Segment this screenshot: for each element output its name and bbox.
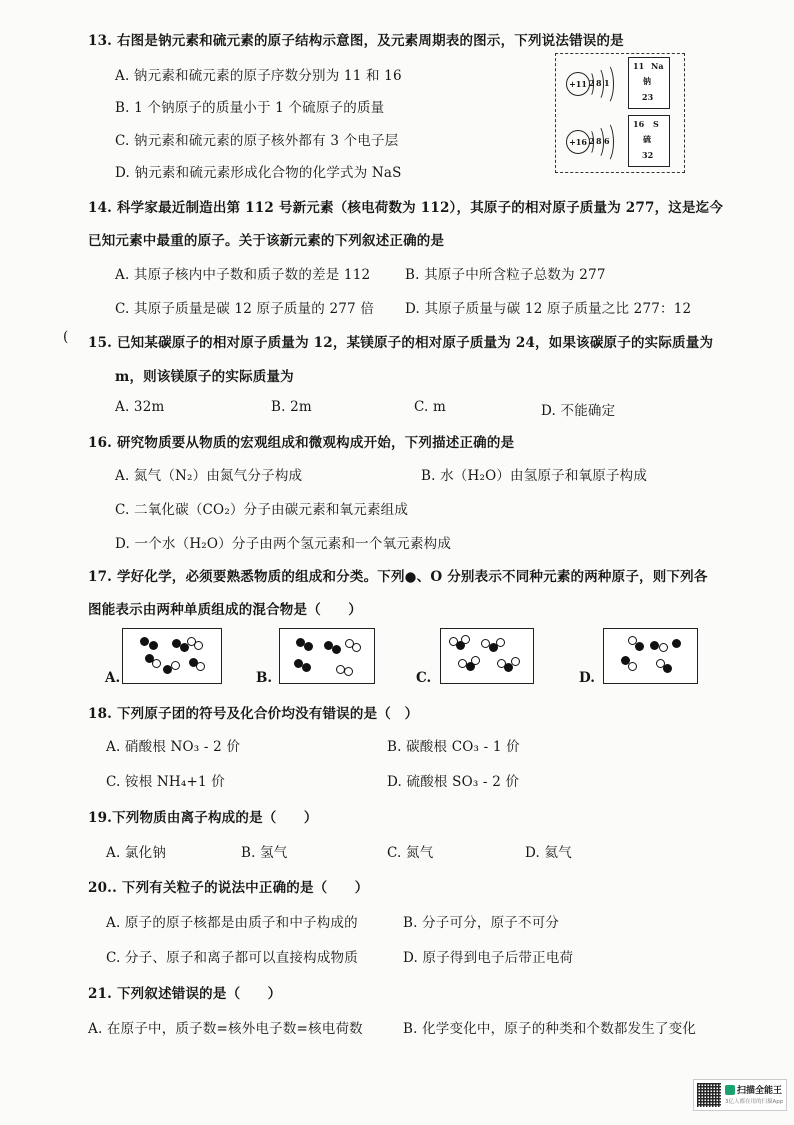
filled-atom-icon	[140, 637, 149, 646]
s-name: 硫	[643, 134, 651, 144]
q17-stem-line1: 17. 学好化学，必须要熟悉物质的组成和分类。下列●、O 分别表示不同种元素的两种原子，则下列各	[88, 569, 708, 585]
q16-option-c: C. 二氧化碳（CO₂）分子由碳元素和氧元素组成	[115, 502, 409, 518]
na-shell-count-1: 2	[589, 78, 595, 88]
s-symbol: S	[653, 119, 659, 129]
stamp-subtitle: 3亿人都在用的扫描App	[725, 1099, 784, 1105]
q14-option-a: A. 其原子核内中子数和质子数的差是 112	[115, 267, 371, 283]
q15-option-a: A. 32m	[115, 399, 165, 415]
q17-box-b	[279, 628, 375, 684]
filled-atom-icon	[650, 641, 659, 650]
filled-atom-icon	[332, 645, 341, 654]
q13-option-c: C. 钠元素和硫元素的原子核外都有 3 个电子层	[115, 133, 399, 149]
na-nucleus: +11	[566, 72, 590, 96]
q19-stem: 19.下列物质由离子构成的是（ ）	[88, 810, 318, 826]
q14-option-c: C. 其原子质量是碳 12 原子质量的 277 倍	[115, 301, 375, 317]
q17-label-c: C.	[416, 670, 432, 686]
filled-atom-icon	[149, 641, 158, 650]
na-element-card	[628, 57, 670, 109]
filled-atom-icon	[163, 665, 172, 674]
q17-label-b: B.	[256, 670, 273, 686]
filled-atom-icon	[635, 642, 644, 651]
q14-stem-line1: 14. 科学家最近制造出第 112 号新元素（核电荷数为 112），其原子的相对原子质量为 277，这是迄今	[88, 200, 724, 216]
q15-margin-mark: (	[63, 329, 69, 345]
s-nucleus: +16	[566, 130, 590, 154]
q15-stem-line1: 15. 已知某碳原子的相对原子质量为 12，某镁原子的相对原子质量为 24，如果该碳原子的实际质量为	[88, 335, 714, 351]
q18-stem: 18. 下列原子团的符号及化合价均没有错误的是（ ）	[88, 706, 419, 722]
hollow-atom-icon	[344, 667, 353, 676]
q21-option-a: A. 在原子中，质子数=核外电子数=核电荷数	[88, 1021, 363, 1037]
s-shell-count-3: 6	[604, 136, 610, 146]
hollow-atom-icon	[628, 662, 637, 671]
q15-option-c: C. m	[414, 399, 447, 415]
q17-box-a	[122, 628, 222, 684]
hollow-atom-icon	[196, 662, 205, 671]
q17-label-a: A.	[105, 670, 121, 686]
q18-option-d: D. 硫酸根 SO₃ - 2 价	[387, 774, 520, 790]
hollow-atom-icon	[194, 641, 203, 650]
stamp-title: 扫描全能王	[737, 1086, 783, 1096]
filled-atom-icon	[304, 642, 313, 651]
q20-option-a: A. 原子的原子核都是由质子和中子构成的	[106, 915, 358, 931]
hollow-atom-icon	[461, 635, 470, 644]
hollow-atom-icon	[511, 657, 520, 666]
na-atomic-number: 11	[633, 61, 645, 71]
hollow-atom-icon	[152, 659, 161, 668]
na-name: 钠	[643, 76, 651, 86]
q18-option-a: A. 硝酸根 NO₃ - 2 价	[106, 739, 241, 755]
na-symbol: Na	[651, 61, 664, 71]
q13-stem: 13. 右图是钠元素和硫元素的原子结构示意图，及元素周期表的图示，下列说法错误的是	[88, 33, 624, 49]
q20-option-c: C. 分子、原子和离子都可以直接构成物质	[106, 950, 358, 966]
filled-atom-icon	[663, 664, 672, 673]
hollow-atom-icon	[471, 656, 480, 665]
q18-option-c: C. 铵根 NH₄+1 价	[106, 774, 226, 790]
q14-option-d: D. 其原子质量与碳 12 原子质量之比 277：12	[405, 301, 692, 317]
na-shell-count-3: 1	[604, 78, 610, 88]
q19-option-b: B. 氢气	[241, 845, 288, 861]
q20-stem: 20.. 下列有关粒子的说法中正确的是（ ）	[88, 880, 369, 896]
s-mass: 32	[642, 150, 654, 160]
q13-option-d: D. 钠元素和硫元素形成化合物的化学式为 NaS	[115, 165, 402, 181]
camscanner-logo-icon	[725, 1085, 735, 1095]
q18-option-b: B. 碳酸根 CO₃ - 1 价	[387, 739, 520, 755]
q16-option-a: A. 氮气（N₂）由氮气分子构成	[115, 468, 303, 484]
hollow-atom-icon	[496, 638, 505, 647]
scanner-watermark	[693, 1079, 787, 1111]
q13-option-b: B. 1 个钠原子的质量小于 1 个硫原子的质量	[115, 100, 385, 116]
hollow-atom-icon	[659, 643, 668, 652]
qr-code-icon	[697, 1083, 721, 1107]
q17-box-c	[440, 628, 534, 684]
q19-option-c: C. 氮气	[387, 845, 434, 861]
q15-option-b: B. 2m	[271, 399, 312, 415]
q21-option-b: B. 化学变化中，原子的种类和个数都发生了变化	[403, 1021, 697, 1037]
s-shell-count-1: 2	[589, 136, 595, 146]
q17-box-d	[603, 628, 698, 684]
q19-option-d: D. 氦气	[525, 845, 572, 861]
na-shell-count-2: 8	[596, 78, 602, 88]
q15-option-d: D. 不能确定	[541, 403, 616, 419]
hollow-atom-icon	[171, 661, 180, 670]
na-mass: 23	[642, 92, 654, 102]
q16-option-b: B. 水（H₂O）由氢原子和氧原子构成	[421, 468, 648, 484]
q19-option-a: A. 氯化钠	[106, 845, 167, 861]
s-atomic-number: 16	[633, 119, 645, 129]
filled-atom-icon	[302, 663, 311, 672]
s-shell-count-2: 8	[596, 136, 602, 146]
q14-stem-line2: 已知元素中最重的原子。关于该新元素的下列叙述正确的是	[88, 233, 445, 249]
q14-option-b: B. 其原子中所含粒子总数为 277	[405, 267, 606, 283]
q15-stem-line2: m，则该镁原子的实际质量为	[115, 369, 294, 385]
q20-option-d: D. 原子得到电子后带正电荷	[403, 950, 574, 966]
q17-stem-line2: 图能表示由两种单质组成的混合物是（ ）	[88, 602, 362, 618]
q16-stem: 16. 研究物质要从物质的宏观组成和微观构成开始，下列描述正确的是	[88, 435, 515, 451]
q16-option-d: D. 一个水（H₂O）分子由两个氢元素和一个氧元素构成	[115, 536, 452, 552]
q21-stem: 21. 下列叙述错误的是（ ）	[88, 986, 282, 1002]
filled-atom-icon	[672, 639, 681, 648]
s-element-card	[628, 115, 670, 167]
q20-option-b: B. 分子可分，原子不可分	[403, 915, 560, 931]
hollow-atom-icon	[352, 643, 361, 652]
q13-option-a: A. 钠元素和硫元素的原子序数分别为 11 和 16	[115, 68, 402, 84]
q17-label-d: D.	[579, 670, 595, 686]
